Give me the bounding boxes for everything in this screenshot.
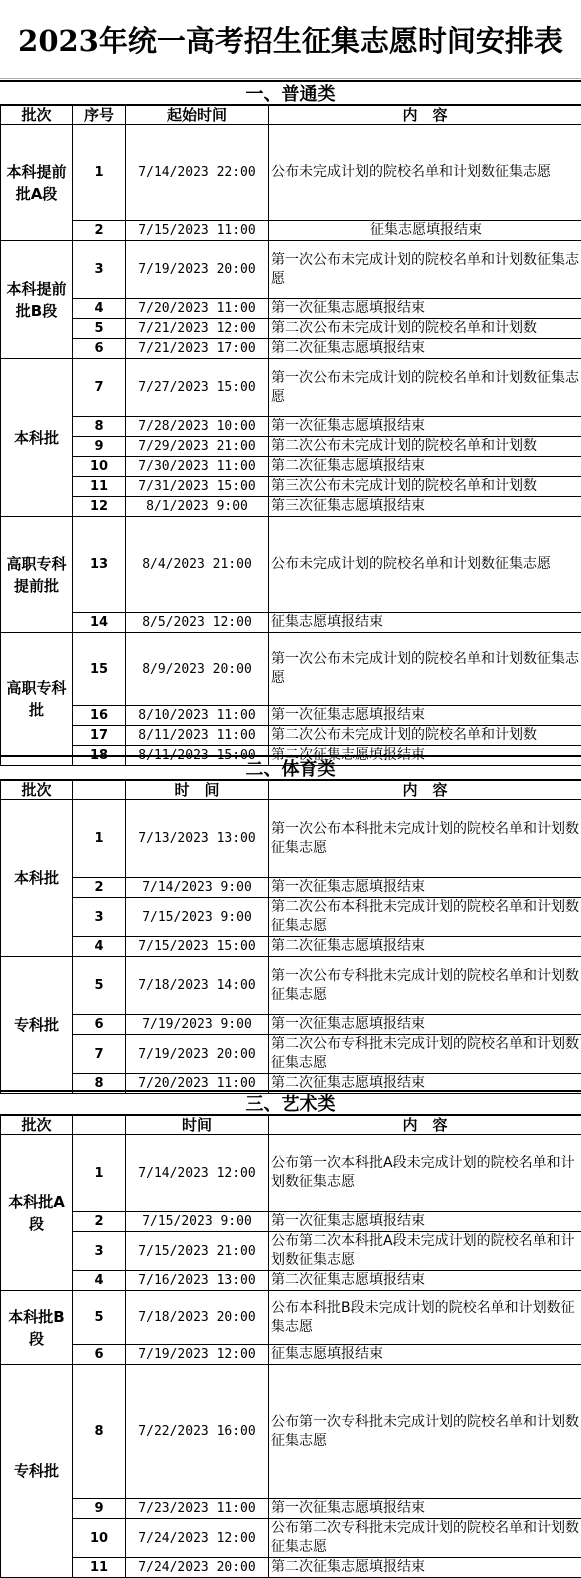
table-row	[1, 241, 581, 299]
header-no: 序号	[73, 106, 126, 125]
table-row	[1, 1291, 581, 1345]
row-number: 2	[73, 1212, 126, 1232]
header-time: 时间	[126, 1116, 269, 1135]
batch-cell: 高职专科批	[1, 633, 73, 766]
row-content: 公布未完成计划的院校名单和计划数征集志愿	[269, 517, 581, 613]
row-time: 7/16/2023 13:00	[126, 1271, 269, 1291]
row-time: 7/24/2023 12:00	[126, 1519, 269, 1558]
row-time: 7/21/2023 12:00	[126, 319, 269, 339]
row-time: 7/13/2023 13:00	[126, 800, 269, 878]
table-row	[1, 898, 581, 937]
section-heading: 二、体育类	[0, 755, 581, 780]
header-content: 内 容	[269, 1116, 581, 1135]
row-content: 第一次公布未完成计划的院校名单和计划数征集志愿	[269, 359, 581, 417]
row-time: 8/10/2023 11:00	[126, 706, 269, 726]
schedule-table	[0, 1115, 581, 1578]
table-row	[1, 1015, 581, 1035]
row-content: 第三次征集志愿填报结束	[269, 497, 581, 517]
row-time: 7/14/2023 9:00	[126, 878, 269, 898]
row-time: 7/27/2023 15:00	[126, 359, 269, 417]
row-number: 3	[73, 898, 126, 937]
header-row	[1, 1116, 581, 1135]
row-content: 第二次征集志愿填报结束	[269, 937, 581, 957]
row-number: 2	[73, 878, 126, 898]
table-row	[1, 878, 581, 898]
batch-cell: 专科批	[1, 957, 73, 1094]
table-row	[1, 633, 581, 706]
row-content: 公布第一次专科批未完成计划的院校名单和计划数征集志愿	[269, 1365, 581, 1499]
batch-cell: 本科批	[1, 359, 73, 517]
table-row	[1, 299, 581, 319]
row-time: 7/20/2023 11:00	[126, 1074, 269, 1094]
row-time: 7/28/2023 10:00	[126, 417, 269, 437]
row-content: 征集志愿填报结束	[269, 221, 581, 241]
row-content: 第二次征集志愿填报结束	[269, 746, 581, 766]
row-content: 第一次公布未完成计划的院校名单和计划数征集志愿	[269, 241, 581, 299]
row-content: 第二次公布专科批未完成计划的院校名单和计划数征集志愿	[269, 1035, 581, 1074]
row-content: 第二次公布未完成计划的院校名单和计划数	[269, 319, 581, 339]
row-time: 7/15/2023 15:00	[126, 937, 269, 957]
table-row	[1, 497, 581, 517]
table-row	[1, 1345, 581, 1365]
row-time: 7/18/2023 14:00	[126, 957, 269, 1015]
batch-cell: 本科批B段	[1, 1291, 73, 1365]
row-content: 第一次征集志愿填报结束	[269, 417, 581, 437]
table-row	[1, 417, 581, 437]
table-row	[1, 359, 581, 417]
row-content: 第一次公布专科批未完成计划的院校名单和计划数征集志愿	[269, 957, 581, 1015]
row-content: 第三次公布未完成计划的院校名单和计划数	[269, 477, 581, 497]
batch-cell: 本科提前批A段	[1, 125, 73, 241]
section-general	[0, 80, 581, 766]
row-number: 6	[73, 1015, 126, 1035]
row-number: 6	[73, 339, 126, 359]
section-sports	[0, 755, 581, 1094]
batch-cell: 专科批	[1, 1365, 73, 1578]
row-number: 1	[73, 800, 126, 878]
table-row	[1, 1499, 581, 1519]
row-content: 公布第二次本科批A段未完成计划的院校名单和计划数征集志愿	[269, 1232, 581, 1271]
table-row	[1, 339, 581, 359]
row-time: 7/18/2023 20:00	[126, 1291, 269, 1345]
row-number: 1	[73, 1135, 126, 1212]
row-number: 15	[73, 633, 126, 706]
row-time: 7/15/2023 11:00	[126, 221, 269, 241]
row-time: 8/9/2023 20:00	[126, 633, 269, 706]
row-number: 7	[73, 359, 126, 417]
row-time: 7/23/2023 11:00	[126, 1499, 269, 1519]
row-time: 7/22/2023 16:00	[126, 1365, 269, 1499]
table-row	[1, 477, 581, 497]
row-number: 18	[73, 746, 126, 766]
row-time: 8/1/2023 9:00	[126, 497, 269, 517]
row-number: 4	[73, 299, 126, 319]
row-time: 8/11/2023 15:00	[126, 746, 269, 766]
header-no	[73, 781, 126, 800]
section-heading: 三、艺术类	[0, 1090, 581, 1115]
section-heading: 一、普通类	[0, 80, 581, 105]
header-row	[1, 781, 581, 800]
row-number: 11	[73, 1558, 126, 1578]
row-content: 第一次公布本科批未完成计划的院校名单和计划数征集志愿	[269, 800, 581, 878]
row-number: 10	[73, 1519, 126, 1558]
row-time: 7/19/2023 9:00	[126, 1015, 269, 1035]
table-row	[1, 1519, 581, 1558]
row-content: 第一次征集志愿填报结束	[269, 299, 581, 319]
row-content: 第二次公布未完成计划的院校名单和计划数	[269, 437, 581, 457]
row-number: 3	[73, 241, 126, 299]
row-number: 5	[73, 319, 126, 339]
table-row	[1, 437, 581, 457]
row-content: 第一次征集志愿填报结束	[269, 1212, 581, 1232]
row-content: 公布第一次本科批A段未完成计划的院校名单和计划数征集志愿	[269, 1135, 581, 1212]
header-time: 起始时间	[126, 106, 269, 125]
table-row	[1, 1365, 581, 1499]
row-content: 第一次征集志愿填报结束	[269, 706, 581, 726]
row-content: 第二次公布本科批未完成计划的院校名单和计划数征集志愿	[269, 898, 581, 937]
row-number: 8	[73, 417, 126, 437]
row-time: 7/19/2023 12:00	[126, 1345, 269, 1365]
table-row	[1, 800, 581, 878]
batch-cell: 本科批	[1, 800, 73, 957]
row-time: 7/19/2023 20:00	[126, 241, 269, 299]
row-time: 7/15/2023 9:00	[126, 898, 269, 937]
table-row	[1, 221, 581, 241]
row-number: 1	[73, 125, 126, 221]
row-number: 16	[73, 706, 126, 726]
row-number: 6	[73, 1345, 126, 1365]
table-row	[1, 457, 581, 477]
row-time: 7/20/2023 11:00	[126, 299, 269, 319]
header-row	[1, 106, 581, 125]
row-number: 4	[73, 937, 126, 957]
row-time: 7/30/2023 11:00	[126, 457, 269, 477]
row-time: 7/19/2023 20:00	[126, 1035, 269, 1074]
row-content: 第一次征集志愿填报结束	[269, 1015, 581, 1035]
table-row	[1, 1035, 581, 1074]
row-time: 7/31/2023 15:00	[126, 477, 269, 497]
row-content: 第二次征集志愿填报结束	[269, 1558, 581, 1578]
row-number: 9	[73, 437, 126, 457]
section-arts	[0, 1090, 581, 1578]
row-time: 7/15/2023 9:00	[126, 1212, 269, 1232]
row-time: 7/14/2023 22:00	[126, 125, 269, 221]
row-number: 3	[73, 1232, 126, 1271]
row-number: 13	[73, 517, 126, 613]
row-time: 8/5/2023 12:00	[126, 613, 269, 633]
table-row	[1, 726, 581, 746]
table-row	[1, 1271, 581, 1291]
header-no	[73, 1116, 126, 1135]
row-content: 第一次公布未完成计划的院校名单和计划数征集志愿	[269, 633, 581, 706]
row-content: 征集志愿填报结束	[269, 1345, 581, 1365]
table-row	[1, 957, 581, 1015]
row-content: 第二次公布未完成计划的院校名单和计划数	[269, 726, 581, 746]
row-number: 9	[73, 1499, 126, 1519]
header-content: 内 容	[269, 106, 581, 125]
row-number: 8	[73, 1074, 126, 1094]
batch-cell: 本科提前批B段	[1, 241, 73, 359]
table-row	[1, 1135, 581, 1212]
row-number: 5	[73, 957, 126, 1015]
row-content: 第二次征集志愿填报结束	[269, 339, 581, 359]
row-time: 7/29/2023 21:00	[126, 437, 269, 457]
table-row	[1, 706, 581, 726]
row-number: 12	[73, 497, 126, 517]
row-number: 4	[73, 1271, 126, 1291]
row-content: 第一次征集志愿填报结束	[269, 878, 581, 898]
row-time: 7/14/2023 12:00	[126, 1135, 269, 1212]
row-number: 2	[73, 221, 126, 241]
row-content: 公布本科批B段未完成计划的院校名单和计划数征集志愿	[269, 1291, 581, 1345]
table-row	[1, 937, 581, 957]
header-time: 时 间	[126, 781, 269, 800]
table-row	[1, 1212, 581, 1232]
batch-cell: 高职专科提前批	[1, 517, 73, 633]
row-number: 10	[73, 457, 126, 477]
row-number: 8	[73, 1365, 126, 1499]
schedule-table	[0, 105, 581, 766]
row-number: 5	[73, 1291, 126, 1345]
header-content: 内 容	[269, 781, 581, 800]
page-title: 2023年统一高考招生征集志愿时间安排表	[0, 0, 581, 79]
batch-cell: 本科批A段	[1, 1135, 73, 1291]
row-number: 11	[73, 477, 126, 497]
schedule-table	[0, 780, 581, 1094]
row-number: 7	[73, 1035, 126, 1074]
table-row	[1, 613, 581, 633]
row-content: 第二次征集志愿填报结束	[269, 1271, 581, 1291]
row-content: 公布第二次专科批未完成计划的院校名单和计划数征集志愿	[269, 1519, 581, 1558]
header-batch: 批次	[1, 106, 73, 125]
row-time: 8/4/2023 21:00	[126, 517, 269, 613]
row-time: 7/24/2023 20:00	[126, 1558, 269, 1578]
table-row	[1, 319, 581, 339]
row-content: 第二次征集志愿填报结束	[269, 457, 581, 477]
table-row	[1, 125, 581, 221]
row-number: 14	[73, 613, 126, 633]
row-content: 征集志愿填报结束	[269, 613, 581, 633]
row-time: 7/15/2023 21:00	[126, 1232, 269, 1271]
row-content: 第二次征集志愿填报结束	[269, 1074, 581, 1094]
row-time: 7/21/2023 17:00	[126, 339, 269, 359]
header-batch: 批次	[1, 1116, 73, 1135]
row-content: 公布未完成计划的院校名单和计划数征集志愿	[269, 125, 581, 221]
table-row	[1, 1232, 581, 1271]
row-time: 8/11/2023 11:00	[126, 726, 269, 746]
header-batch: 批次	[1, 781, 73, 800]
table-row	[1, 517, 581, 613]
row-number: 17	[73, 726, 126, 746]
row-content: 第一次征集志愿填报结束	[269, 1499, 581, 1519]
table-row	[1, 1558, 581, 1578]
